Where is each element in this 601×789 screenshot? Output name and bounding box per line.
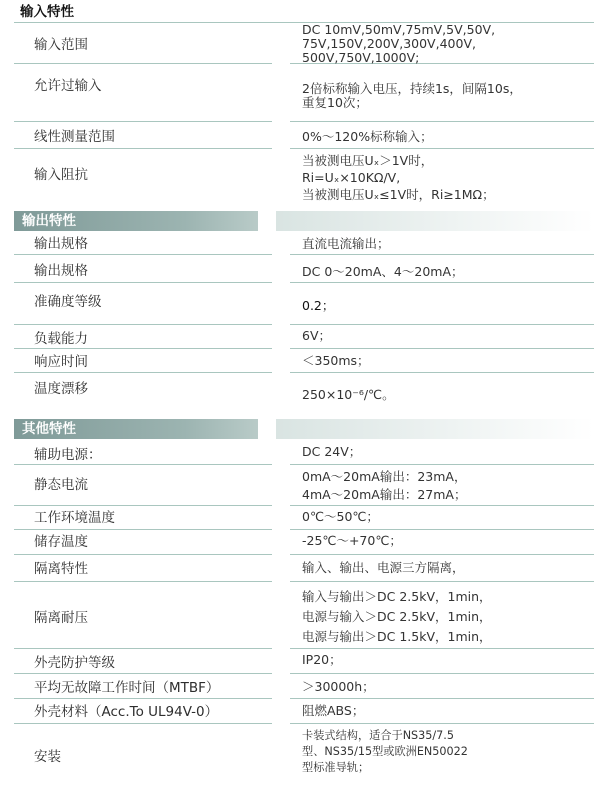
spec-value: 输入与输出＞DC 2.5kV，1min， 电源与输入＞DC 2.5kV，1min， 电源与输出＞DC 1.5kV，1min， (302, 589, 492, 644)
spec-label: 响应时间 (34, 354, 88, 370)
spec-row (14, 150, 594, 205)
spec-label: 输入范围 (34, 37, 88, 53)
spec-row (14, 23, 594, 64)
section-header-fade (276, 211, 594, 231)
spec-value: DC 0～20mA、4～20mA； (302, 264, 464, 279)
spec-label: 输入阻抗 (34, 167, 88, 183)
section-header-other (14, 419, 258, 439)
spec-value: 250×10⁻⁶/℃。 (302, 387, 395, 402)
spec-label: 平均无故障工作时间（MTBF） (34, 680, 220, 696)
spec-label: 静态电流 (34, 477, 88, 493)
section-header-fade (276, 419, 594, 439)
spec-label: 辅助电源： (34, 447, 102, 463)
spec-row (14, 584, 594, 649)
spec-label: 允许过输入 (34, 78, 102, 94)
spec-label: 工作环境温度 (34, 510, 115, 526)
spec-value: -25℃～+70℃； (302, 533, 402, 548)
spec-row (14, 258, 594, 283)
spec-row (14, 652, 594, 674)
section-title: 输入特性 (20, 4, 74, 20)
spec-value: 6V； (302, 328, 332, 343)
section-header-input (14, 2, 258, 22)
section-title: 其他特性 (22, 421, 76, 437)
spec-value: 0.2； (302, 298, 335, 313)
spec-value: 0℃～50℃； (302, 509, 379, 524)
spec-value: 当被测电压Uₓ＞1V时， Ri=Uₓ×10KΩ/V, 当被测电压Uₓ≤1V时，Ri≥1MΩ； (302, 153, 495, 202)
spec-label: 隔离特性 (34, 561, 88, 577)
spec-label: 线性测量范围 (34, 129, 115, 145)
spec-row (14, 287, 594, 325)
spec-value: 0%～120%标称输入； (302, 129, 433, 144)
spec-value: 2倍标称输入电压，持续1s，间隔10s， 重复10次； (302, 81, 522, 110)
section-title: 输出特性 (22, 213, 76, 229)
spec-label: 安装 (34, 749, 61, 765)
spec-row (14, 676, 594, 699)
spec-row (14, 441, 594, 465)
spec-value: 0mA～20mA输出：23mA， 4mA～20mA输出：27mA； (302, 469, 467, 502)
spec-label: 输出规格 (34, 263, 88, 279)
spec-row (14, 125, 594, 149)
spec-value: DC 10mV,50mV,75mV,5V,50V, 75V,150V,200V,300V,400V, 500V,750V,1000V; (302, 22, 496, 65)
spec-value: 输入、输出、电源三方隔离， (302, 560, 465, 575)
spec-row (14, 557, 594, 582)
spec-label: 输出规格 (34, 236, 88, 252)
spec-value: 卡装式结构，适合于NS35/7.5 型、NS35/15型或欧洲EN50022 型标准导轨； (302, 729, 468, 774)
spec-value: ＞30000h； (302, 679, 375, 694)
spec-row (14, 327, 594, 349)
spec-label: 负载能力 (34, 331, 88, 347)
spec-row (14, 375, 594, 409)
spec-row (14, 531, 594, 555)
spec-label: 储存温度 (34, 534, 88, 550)
spec-label: 外壳材料（Acc.To UL94V-0） (34, 704, 219, 720)
spec-row (14, 74, 594, 122)
spec-value: 阻燃ABS； (302, 703, 365, 718)
spec-value: ＜350ms； (302, 353, 370, 368)
spec-row (14, 508, 594, 530)
spec-label: 准确度等级 (34, 294, 102, 310)
spec-row (14, 467, 594, 506)
spec-value: DC 24V； (302, 444, 362, 459)
spec-row (14, 726, 594, 786)
spec-row (14, 232, 594, 255)
spec-row (14, 701, 594, 724)
spec-row (14, 351, 594, 373)
spec-value: IP20； (302, 652, 342, 667)
spec-label: 隔离耐压 (34, 610, 88, 626)
spec-value: 直流电流输出； (302, 236, 390, 251)
section-header-output (14, 211, 258, 231)
spec-label: 外壳防护等级 (34, 655, 115, 671)
spec-label: 温度漂移 (34, 381, 88, 397)
